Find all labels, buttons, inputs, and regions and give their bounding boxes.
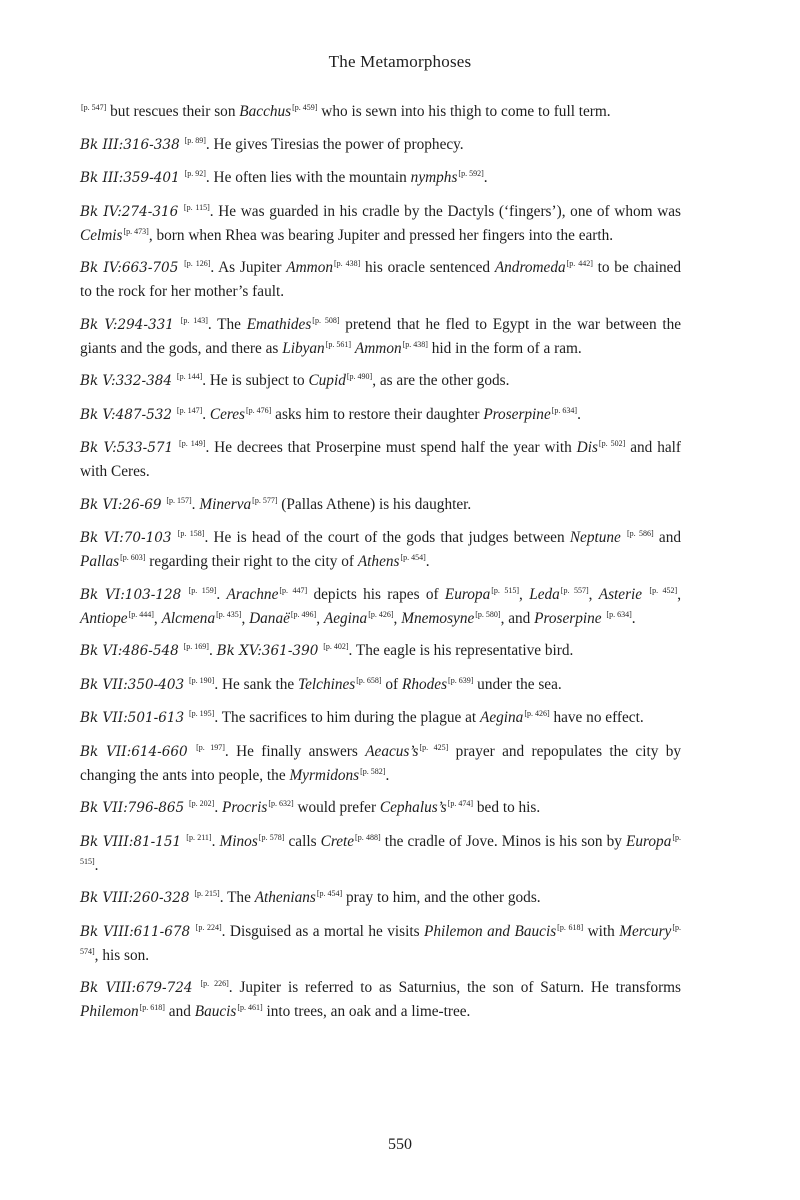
page-reference-link[interactable]: [p. 143] xyxy=(180,315,208,325)
page-reference-link[interactable]: [p. 226] xyxy=(200,979,229,988)
page-reference-link[interactable]: [p. 634] xyxy=(551,405,578,415)
italic-name: Philemon xyxy=(80,1003,139,1020)
book-reference: Bk VII:350-403 xyxy=(80,676,185,693)
page-reference-link[interactable]: [p. 582] xyxy=(360,766,386,776)
book-reference: Bk VI:70-103 xyxy=(80,530,172,546)
entry-text: . xyxy=(631,609,636,627)
book-reference: Bk IV:274-316 xyxy=(80,203,179,220)
book-reference: Bk VII:614-660 xyxy=(80,743,188,760)
page-reference-link[interactable]: [p. 474] xyxy=(447,799,474,808)
entry-text: and half with Ceres. xyxy=(80,439,681,480)
page-reference-link[interactable]: [p. 547] xyxy=(81,103,107,112)
page-reference-link[interactable]: [p. 508] xyxy=(312,315,340,325)
book-reference: Bk VII:796-865 xyxy=(80,800,185,816)
italic-name: Minos xyxy=(219,832,258,850)
entry-text: regarding their right to the city of xyxy=(145,553,358,570)
page-reference-link[interactable]: [p. 476] xyxy=(246,405,272,415)
entry-text: and xyxy=(653,529,682,546)
italic-name: Pallas xyxy=(80,553,120,570)
italic-name: Europa xyxy=(444,585,491,603)
entry-text: , xyxy=(316,609,324,627)
entry-text: , born when Rhea was bearing Jupiter and pressed her fingers into the earth. xyxy=(148,226,614,244)
entry-text: . As Jupiter xyxy=(210,259,287,276)
entry-text xyxy=(172,529,177,546)
entry-text: . xyxy=(94,856,99,874)
entry-text: into trees, an oak and a lime-tree. xyxy=(262,1003,471,1020)
italic-name: Leda xyxy=(529,585,560,603)
page-reference-link[interactable]: [p. 557] xyxy=(560,585,589,595)
book-reference: Bk VI:486-548 xyxy=(80,643,179,659)
italic-name: Ammon xyxy=(286,259,334,276)
page-reference-link[interactable]: [p. 634] xyxy=(606,609,632,619)
page-reference-link[interactable]: [p. 92] xyxy=(184,169,206,178)
entry-text: , xyxy=(153,609,162,627)
page-reference-link[interactable]: [p. 574] xyxy=(80,922,682,956)
entry-text xyxy=(172,372,176,389)
entry-text xyxy=(184,799,188,816)
entry-text xyxy=(193,979,200,996)
entry-text: . The xyxy=(219,889,255,906)
page-reference-link[interactable]: [p. 586] xyxy=(627,529,654,538)
entry-text: prayer and repopulates the city by changing the ants into people, the xyxy=(80,742,682,784)
page-reference-link[interactable]: [p. 115] xyxy=(183,202,210,212)
entry-text: calls xyxy=(284,832,321,850)
italic-name: Cephalus’s xyxy=(379,799,447,816)
italic-name: Neptune xyxy=(569,529,621,546)
entry-text xyxy=(179,642,183,659)
page-reference-link[interactable]: [p. 515] xyxy=(80,832,682,866)
italic-name: Proserpine xyxy=(534,609,602,627)
entry-paragraph xyxy=(80,583,681,630)
page-reference-link[interactable]: [p. 454] xyxy=(400,553,426,562)
entry-text: , xyxy=(588,585,599,603)
italic-name: Mnemosyne xyxy=(401,609,475,627)
entry-paragraph xyxy=(80,493,681,517)
entry-text: . He is head of the court of the gods that judges between xyxy=(204,529,570,546)
page-reference-link[interactable]: [p. 202] xyxy=(189,799,215,808)
italic-name: Mercury xyxy=(619,922,672,940)
entry-text: , as are the other gods. xyxy=(372,372,510,389)
entry-text: , xyxy=(393,609,402,627)
italic-name: Procris xyxy=(221,799,268,816)
entry-text: . xyxy=(211,832,220,850)
entry-text: pretend that he fled to Egypt in the war between the giants and the gods, and there as xyxy=(80,315,682,357)
entry-text: . xyxy=(208,642,217,659)
italic-name: Myrmidons xyxy=(289,766,360,784)
entry-paragraph xyxy=(80,526,681,573)
entry-text xyxy=(181,833,185,850)
page-reference-link[interactable]: [p. 592] xyxy=(458,169,484,178)
book-reference: Bk III:359-401 xyxy=(80,170,180,186)
entry-text: . He finally answers xyxy=(224,742,366,760)
page-reference-link[interactable]: [p. 159] xyxy=(188,585,217,595)
entry-text: . xyxy=(577,405,581,423)
entry-paragraph xyxy=(80,200,681,247)
entry-paragraph xyxy=(80,100,681,123)
entry-text xyxy=(178,259,183,276)
italic-name: Bacchus xyxy=(239,103,292,120)
entry-paragraph xyxy=(80,706,681,730)
italic-name: Rhodes xyxy=(401,675,448,693)
book-reference: Bk VI:103-128 xyxy=(80,586,182,603)
entry-paragraph xyxy=(80,796,681,820)
page-reference-link[interactable]: [p. 89] xyxy=(184,135,206,145)
page-reference-link[interactable]: [p. 426] xyxy=(524,709,550,718)
page-reference-link[interactable]: [p. 658] xyxy=(356,675,382,685)
page-reference-link[interactable]: [p. 632] xyxy=(268,799,294,808)
entry-text: . The xyxy=(207,315,247,333)
entry-text xyxy=(180,169,184,186)
entry-paragraph xyxy=(80,313,681,360)
entry-paragraph xyxy=(80,740,681,787)
page-reference-link[interactable]: [p. 490] xyxy=(346,372,373,381)
entry-text: . He gives Tiresias the power of prophecy. xyxy=(205,135,464,153)
entry-paragraph xyxy=(80,886,681,910)
entry-text: , his son. xyxy=(94,946,150,964)
entry-paragraph xyxy=(80,166,681,190)
page-reference-link[interactable]: [p. 224] xyxy=(195,922,222,932)
page-reference-link[interactable]: [p. 158] xyxy=(177,529,205,538)
italic-name: Aeacus’s xyxy=(365,742,419,760)
entry-text: . xyxy=(191,495,200,513)
entry-text: depicts his rapes of xyxy=(307,585,445,603)
page-reference-link[interactable]: [p. 438] xyxy=(402,339,428,349)
italic-name: Baucis xyxy=(194,1003,237,1020)
entry-text: . xyxy=(425,553,430,570)
italic-name: Athenians xyxy=(254,889,316,906)
entry-paragraph xyxy=(80,673,681,697)
book-reference: Bk IV:663-705 xyxy=(80,260,179,276)
entry-text: , and xyxy=(500,609,535,627)
page-reference-link[interactable]: [p. 438] xyxy=(334,259,361,268)
italic-name: Dis xyxy=(576,439,598,456)
entry-text: bed to his. xyxy=(473,799,541,816)
entry-text: , xyxy=(519,585,530,603)
book-reference: Bk VIII:679-724 xyxy=(80,980,193,996)
book-reference: Bk V:332-384 xyxy=(80,373,173,389)
page-reference-link[interactable]: [p. 211] xyxy=(186,832,212,842)
entry-text: . xyxy=(483,169,488,186)
entry-text xyxy=(184,709,188,726)
italic-name: Aegina xyxy=(323,609,368,627)
italic-name: Asterie xyxy=(598,585,643,603)
italic-name: Europa xyxy=(626,832,672,850)
entry-paragraph xyxy=(80,133,681,157)
entry-paragraph xyxy=(80,830,681,877)
entry-text xyxy=(174,316,180,333)
entry-text: . xyxy=(216,585,227,603)
page-reference-link[interactable]: [p. 197] xyxy=(196,742,225,752)
page-title: The Metamorphoses xyxy=(328,52,472,71)
entry-paragraph xyxy=(80,976,681,1023)
book-reference: Bk III:316-338 xyxy=(80,136,180,153)
page-reference-link[interactable]: [p. 447] xyxy=(279,585,308,595)
entry-text: . He was guarded in his cradle by the Dactyls (‘fingers’), one of whom was xyxy=(209,202,681,220)
page-reference-link[interactable]: [p. 603] xyxy=(120,553,146,562)
entry-text: under the sea. xyxy=(473,675,562,693)
entry-text: would prefer xyxy=(293,799,380,816)
page-reference-link[interactable]: [p. 195] xyxy=(189,709,215,718)
entry-paragraph xyxy=(80,639,681,663)
book-reference: Bk V:294-331 xyxy=(80,316,174,333)
entry-text: but rescues their son xyxy=(106,103,240,120)
entry-text: hid in the form of a ram. xyxy=(427,339,582,357)
page-reference-link[interactable]: [p. 169] xyxy=(183,642,209,651)
page-reference-link[interactable]: [p. 473] xyxy=(123,226,149,236)
page-reference-link[interactable]: [p. 215] xyxy=(194,889,220,898)
page-reference-link[interactable]: [p. 502] xyxy=(598,439,626,448)
book-reference: Bk VIII:81-151 xyxy=(80,833,182,850)
entry-paragraph xyxy=(80,403,681,427)
book-reference: Bk VII:501-613 xyxy=(80,710,185,726)
italic-name: Arachne xyxy=(226,585,279,603)
entry-text: (Pallas Athene) is his daughter. xyxy=(277,495,472,513)
page-reference-link[interactable]: [p. 190] xyxy=(189,675,215,685)
entry-text: , xyxy=(241,609,250,627)
entry-text: . xyxy=(385,766,390,784)
page-reference-link[interactable]: [p. 577] xyxy=(252,495,278,505)
italic-name: Danaë xyxy=(249,609,290,627)
entry-paragraph xyxy=(80,256,681,303)
page-reference-link[interactable]: [p. 442] xyxy=(566,259,593,268)
book-reference: Bk VIII:260-328 xyxy=(80,890,190,906)
entry-text: . Disguised as a mortal he visits xyxy=(221,922,425,940)
page-reference-link[interactable]: [p. 639] xyxy=(448,675,474,685)
italic-name: Athens xyxy=(357,553,400,570)
entry-text xyxy=(173,439,178,456)
entry-text: pray to him, and the other gods. xyxy=(342,889,541,906)
entry-text xyxy=(162,496,166,513)
italic-name: Crete xyxy=(320,832,355,850)
entry-paragraph xyxy=(80,369,681,393)
italic-name: Libyan xyxy=(282,339,325,357)
entry-text: with xyxy=(583,922,620,940)
entry-text xyxy=(172,406,176,423)
italic-name: nymphs xyxy=(410,169,458,186)
entry-text xyxy=(190,889,194,906)
page-reference-link[interactable]: [p. 618] xyxy=(139,1003,165,1012)
italic-name: Philemon and Baucis xyxy=(424,922,557,940)
page-reference-link[interactable]: [p. 578] xyxy=(258,832,285,842)
italic-name: Ceres xyxy=(209,405,246,423)
page-reference-link[interactable]: [p. 444] xyxy=(128,609,154,619)
book-reference: Bk V:533-571 xyxy=(80,440,174,456)
entry-text: have no effect. xyxy=(549,709,644,726)
entry-text: who is sewn into his thigh to come to full term. xyxy=(317,103,611,120)
entry-text xyxy=(180,136,184,153)
page-reference-link[interactable]: [p. 496] xyxy=(290,609,317,619)
entry-text xyxy=(181,586,187,603)
entry-text: . The sacrifices to him during the plague at xyxy=(214,709,480,726)
italic-name: Proserpine xyxy=(483,405,551,423)
italic-name: Aegina xyxy=(479,709,524,726)
page-reference-link[interactable]: [p. 157] xyxy=(166,495,192,505)
page-reference-link[interactable]: [p. 461] xyxy=(237,1003,263,1012)
entry-text: and xyxy=(164,1003,195,1020)
italic-name: Telchines xyxy=(298,675,356,693)
page-reference-link[interactable]: [p. 126] xyxy=(184,259,211,268)
entry-text: . He is subject to xyxy=(202,372,309,389)
entry-text: of xyxy=(381,675,402,693)
entry-text xyxy=(642,586,648,603)
entry-text xyxy=(621,529,626,546)
entry-text: . The eagle is his representative bird. xyxy=(348,642,574,659)
page-reference-link[interactable]: [p. 144] xyxy=(176,372,203,381)
page-reference-link[interactable]: [p. 618] xyxy=(557,922,584,932)
page-reference-link[interactable]: [p. 452] xyxy=(649,585,678,595)
italic-name: Emathides xyxy=(246,315,312,333)
entry-text: . He sank the xyxy=(214,675,299,693)
entry-text: the cradle of Jove. Minos is his son by xyxy=(380,832,627,850)
entry-text: . He often lies with the mountain xyxy=(205,169,411,186)
page-reference-link[interactable]: [p. 488] xyxy=(355,832,381,842)
book-reference: Bk V:487-532 xyxy=(80,406,173,423)
entry-text xyxy=(184,676,188,693)
entry-text: his oracle sentenced xyxy=(360,259,495,276)
book-reference: Bk XV:361-390 xyxy=(216,643,319,659)
entry-text: . xyxy=(214,799,222,816)
entry-text xyxy=(188,743,195,760)
book-reference: Bk VI:26-69 xyxy=(80,496,162,513)
entry-text: to be chained to the rock for her mother’s fault. xyxy=(80,259,682,300)
italic-name: Alcmena xyxy=(161,609,216,627)
italic-name: Cupid xyxy=(308,372,346,389)
page-number: 550 xyxy=(388,1136,412,1153)
page-reference-link[interactable]: [p. 515] xyxy=(491,585,520,595)
italic-name: Andromeda xyxy=(494,259,566,276)
page-reference-link[interactable]: [p. 459] xyxy=(292,103,318,112)
italic-name: Ammon xyxy=(354,339,402,357)
entry-text: . He decrees that Proserpine must spend half the year with xyxy=(205,439,577,456)
entry-text xyxy=(178,203,183,220)
entry-text xyxy=(318,642,322,659)
entry-paragraph xyxy=(80,436,681,483)
page-reference-link[interactable]: [p. 147] xyxy=(176,405,203,415)
entries-list xyxy=(80,100,681,1033)
page-reference-link[interactable]: [p. 454] xyxy=(316,889,343,898)
italic-name: Minerva xyxy=(199,495,252,513)
entry-text xyxy=(602,610,606,627)
page-reference-link[interactable]: [p. 402] xyxy=(323,642,349,651)
entry-text: asks him to restore their daughter xyxy=(271,405,484,423)
page-reference-link[interactable]: [p. 580] xyxy=(475,609,501,619)
entry-paragraph xyxy=(80,920,681,967)
book-reference: Bk VIII:611-678 xyxy=(80,923,191,940)
entry-text xyxy=(190,923,194,940)
page-reference-link[interactable]: [p. 426] xyxy=(368,609,394,619)
page-reference-link[interactable]: [p. 435] xyxy=(216,609,242,619)
entry-text: . Jupiter is referred to as Saturnius, the son of Saturn. He transforms xyxy=(228,979,682,996)
page-reference-link[interactable]: [p. 149] xyxy=(179,439,206,448)
entry-text: . xyxy=(202,405,210,423)
italic-name: Celmis xyxy=(80,226,123,244)
italic-name: Antiope xyxy=(80,609,128,627)
page-reference-link[interactable]: [p. 425] xyxy=(419,742,449,752)
entry-text: , xyxy=(677,585,682,603)
page-reference-link[interactable]: [p. 561] xyxy=(325,339,352,349)
